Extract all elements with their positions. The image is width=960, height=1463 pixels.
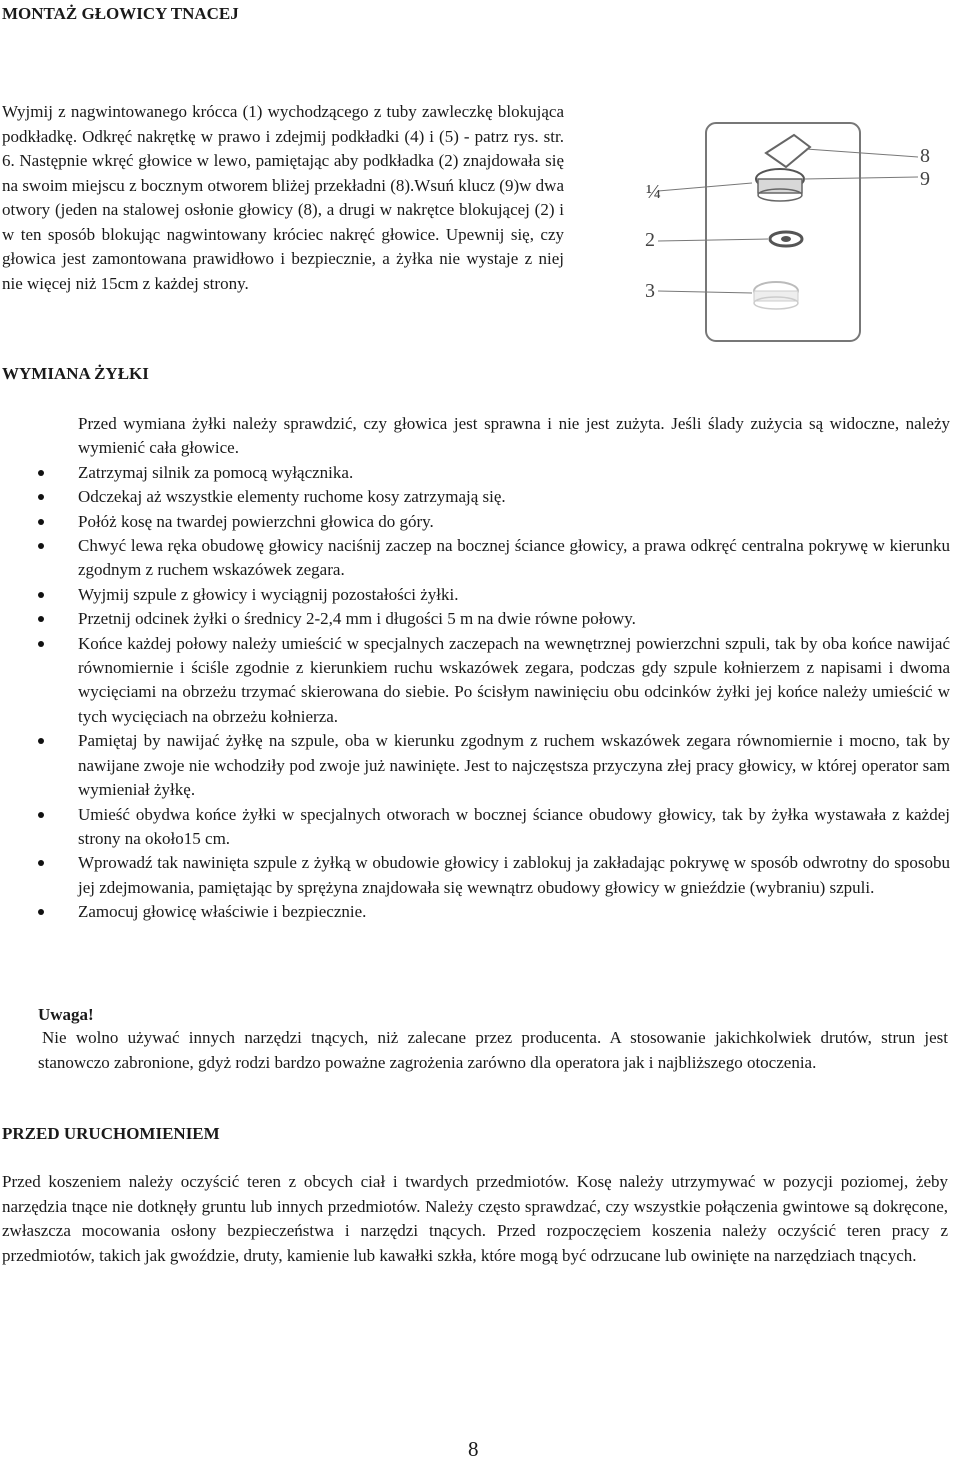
list-item: Przed wymiana żyłki należy sprawdzić, czy głowica jest sprawna i nie jest zużyta. Jeśli ślady zużycia są widoczne, należy wymienić cała głowice. — [78, 414, 950, 458]
bullet-icon — [38, 738, 44, 744]
bullet-icon — [38, 860, 44, 866]
line-replacement-steps — [38, 412, 950, 925]
list-item: Połóż kosę na twardej powierzchni głowica do góry. — [38, 510, 950, 534]
list-item: Wprowadź tak nawinięta szpule z żyłką w obudowie głowicy i zablokuj ja zakładając pokrywę w sposób odwrotny do sposobu jej zdejmowania, pamiętając by sprężyna znajdowała się wewnątrz obudowy głowicy w gnieździe (wybraniu) szpuli. — [38, 851, 950, 900]
figure-label-9: 9 — [920, 168, 930, 190]
bullet-icon — [38, 494, 44, 500]
assembly-figure — [618, 113, 958, 345]
before-start-paragraph: Przed koszeniem należy oczyścić teren z obcych ciał i twardych przedmiotów. Kosę należy utrzymywać w pozycji poziomej, żeby narzędzia tnące nie dotknęły gruntu lub innych przedmiotów. Należy często sprawdzać, czy wszystkie połączenia gwintowe są dokręcone, zwłaszcza mocowania osłony bezpieczeństwa i narzędzi tnących. Przed rozpoczęciem koszenia należy oczyścić teren pracy z przedmiotów, takich jak gwoździe, druty, kamienie lub kawałki szkła, które mogą być odrzucane lub owinięte na narzędziach tnących. — [2, 1172, 948, 1265]
bullet-icon — [38, 543, 44, 549]
bullet-icon — [38, 592, 44, 598]
bullet-icon — [38, 909, 44, 915]
warning-title: Uwaga! — [38, 1005, 94, 1024]
list-item: Wyjmij szpule z głowicy i wyciągnij pozostałości żyłki. — [38, 583, 950, 607]
warning-text: Nie wolno używać innych narzędzi tnących, niż zalecane przez producenta. A stosowanie jakichkolwiek drutów, strun jest stanowczo zabronione, gdyż rodzi bardzo poważne zagrożenia zarówno dla operatora jak i najbliższego otoczenia. — [38, 1028, 948, 1072]
figure-label-2: 2 — [645, 229, 655, 251]
list-item: Chwyć lewa ręka obudowę głowicy naciśnij zaczep na bocznej ściance głowicy, a prawa odkręć centralna pokrywę w kierunku zgodnym z ruchem wskazówek zegara. — [38, 534, 950, 583]
list-item: Umieść obydwa końce żyłki w specjalnych otworach w bocznej ściance obudowy głowicy, tak by żyłka wystawała z każdej strony na około15 cm. — [38, 803, 950, 852]
list-item: Pamiętaj by nawijać żyłkę na szpule, oba w kierunku zgodnym z ruchem wskazówek zegara równomiernie i mocno, tak by nawijane zwoje nie wchodziły pod zwoje już nawinięte. Jest to najczęstsza przyczyna złej pracy głowicy, w której operator sam wymieniał żyłkę. — [38, 729, 950, 802]
list-item: Przetnij odcinek żyłki o średnicy 2-2,4 mm i długości 5 m na dwie równe połowy. — [38, 607, 950, 631]
trimmer-head-drawing-icon — [618, 113, 958, 345]
section-title-before-start: PRZED URUCHOMIENIEM — [2, 1124, 220, 1143]
page-title: MONTAŻ GŁOWICY TNACEJ — [2, 4, 239, 23]
page-number: 8 — [468, 1437, 479, 1461]
list-item: Zamocuj głowicę właściwie i bezpiecznie. — [38, 900, 950, 924]
bullet-icon — [38, 470, 44, 476]
bullet-icon — [38, 812, 44, 818]
intro-paragraph: Wyjmij z nagwintowanego krócca (1) wychodzącego z tuby zawleczkę blokująca podkładkę. Odkręć nakrętkę w prawo i zdejmij podkładki (4) i (5) - patrz rys. str. 6. Następnie wkręć głowice w lewo, pamiętając aby podkładka (2) znajdowała się na swoim miejscu z bocznym otworem bliżej przekładni (8).Wsuń klucz (9)w dwa otwory (jeden na stalowej osłonie głowicy (8), a drugi w nakrętce blokującej (2) i w ten sposób blokując nagwintowany króciec nakręć głowice. Upewnij się, czy głowica jest zamontowana prawidłowo i bezpiecznie, a żyłka nie wystaje z niej nie więcej niż 15cm z każdej strony. — [2, 102, 564, 293]
figure-label-8: 8 — [920, 145, 930, 167]
list-item: Odczekaj aż wszystkie elementy ruchome kosy zatrzymają się. — [38, 485, 950, 509]
section-title-line-replacement: WYMIANA ŻYŁKI — [2, 364, 149, 383]
figure-label-3: 3 — [645, 280, 655, 302]
bullet-icon — [38, 616, 44, 622]
bullet-icon — [38, 519, 44, 525]
figure-label-quarter: ¼ — [646, 181, 661, 203]
list-item: Zatrzymaj silnik za pomocą wyłącznika. — [38, 461, 950, 485]
bullet-icon — [38, 641, 44, 647]
list-item: Końce każdej połowy należy umieścić w specjalnych zaczepach na wewnętrznej powierzchni szpuli, tak by oba końce nawijać równomiernie i ściśle zgodnie z kierunkiem ruchu wskazówek zegara, podczas gdy szpule kołnierzem z napisami i dwoma wycięciami na obrzeżu trzymać skierowana do siebie. Po ścisłym nawinięciu obu odcinków żyłki jej końce należy umieścić w tych wycięciach na obrzeżu kołnierza. — [38, 632, 950, 730]
